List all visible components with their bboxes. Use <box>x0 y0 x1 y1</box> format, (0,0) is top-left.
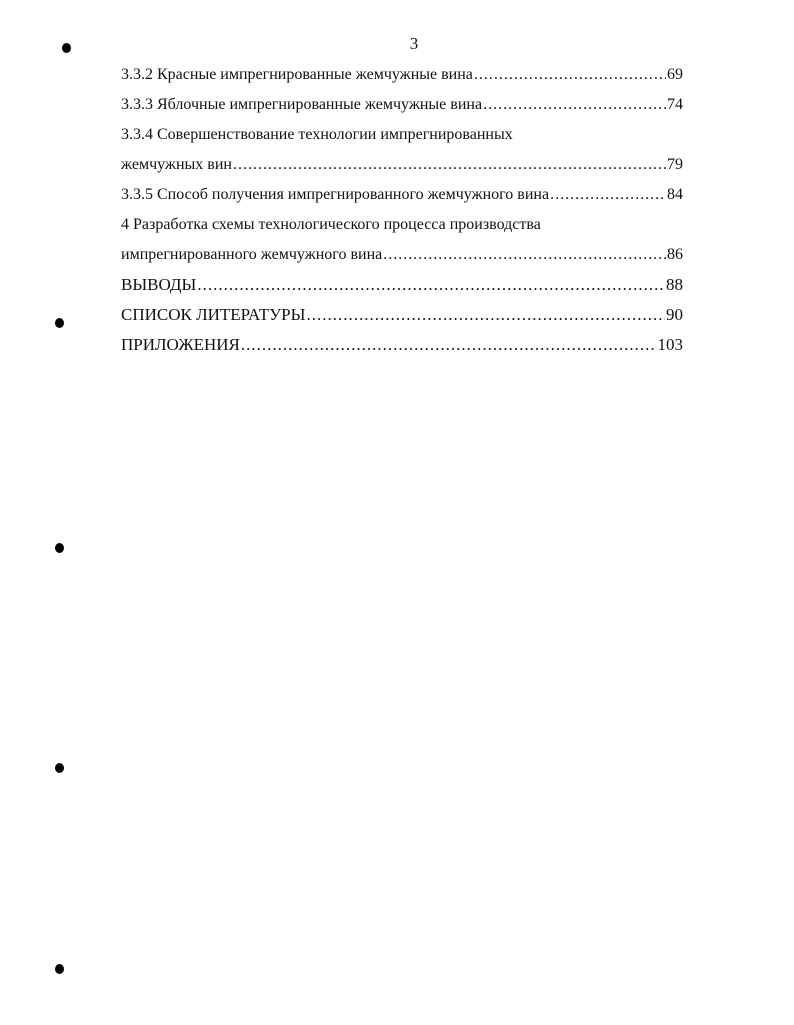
toc-entry-page: 88 <box>666 275 683 294</box>
dot-leader <box>233 150 666 180</box>
toc-entry-conclusions <box>121 270 683 300</box>
dot-leader <box>550 180 666 210</box>
toc-entry-page: 86 <box>667 246 683 263</box>
dot-leader <box>306 300 665 330</box>
dot-leader <box>241 330 657 360</box>
toc-entry-title: 3.3.5 Способ получения импрегнированного жемчужного вина <box>121 186 550 203</box>
toc-entry-title: импрегнированного жемчужного вина <box>121 246 383 263</box>
toc-entry-appendices <box>121 330 683 360</box>
binder-hole-mark <box>55 763 64 773</box>
toc-entry-references <box>121 300 683 330</box>
binder-hole-mark <box>62 43 71 53</box>
toc-entry-title: жемчужных вин <box>121 156 232 173</box>
dot-leader <box>197 270 665 300</box>
toc-entry-3-3-2 <box>121 60 683 90</box>
toc-entry-4-line1 <box>121 210 683 240</box>
toc-entry-title: ПРИЛОЖЕНИЯ <box>121 335 240 354</box>
toc-entry-3-3-4-line1 <box>121 120 683 150</box>
toc-entry-4-line2 <box>121 240 683 270</box>
toc-entry-title: 3.3.2 Красные импрегнированные жемчужные вина <box>121 66 473 83</box>
toc-entry-title: СПИСОК ЛИТЕРАТУРЫ <box>121 305 306 324</box>
table-of-contents <box>121 60 683 360</box>
toc-entry-page: 74 <box>667 96 683 113</box>
toc-entry-page: 69 <box>667 66 683 83</box>
page-number: 3 <box>409 34 419 53</box>
dot-leader <box>474 60 666 90</box>
dot-leader <box>383 240 666 270</box>
toc-entry-page: 103 <box>657 335 683 354</box>
toc-entry-3-3-4-line2 <box>121 150 683 180</box>
binder-hole-mark <box>55 543 64 553</box>
toc-entry-title: 3.3.3 Яблочные импрегнированные жемчужные вина <box>121 96 483 113</box>
toc-entry-page: 84 <box>667 186 683 203</box>
toc-entry-title: 3.3.4 Совершенствование технологии импрегнированных <box>121 126 513 143</box>
toc-entry-title: ВЫВОДЫ <box>121 275 197 294</box>
toc-entry-3-3-5 <box>121 180 683 210</box>
binder-hole-mark <box>55 964 64 974</box>
toc-entry-3-3-3 <box>121 90 683 120</box>
toc-entry-title: 4 Разработка схемы технологического процесса производства <box>121 216 541 233</box>
binder-hole-mark <box>55 318 64 328</box>
toc-entry-page: 79 <box>667 156 683 173</box>
toc-entry-page: 90 <box>666 305 683 324</box>
dot-leader <box>483 90 666 120</box>
